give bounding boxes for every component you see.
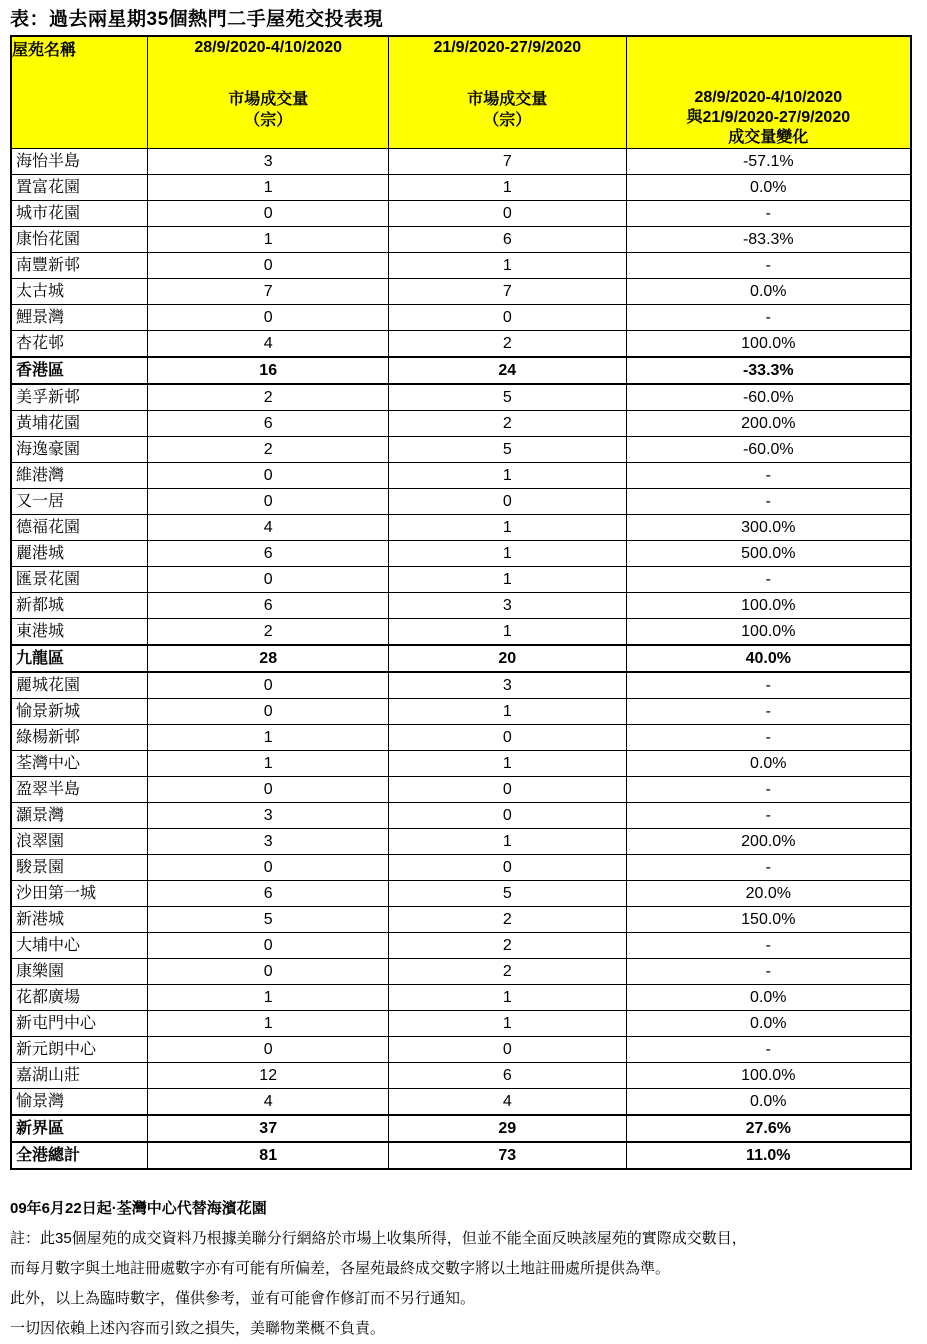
volume-previous-cell: 0 [389, 201, 627, 227]
table-row [11, 672, 911, 699]
estate-name-cell: 盈翠半島 [11, 777, 148, 803]
estate-name-cell: 大埔中心 [11, 933, 148, 959]
volume-previous-cell: 5 [389, 881, 627, 907]
estate-name-cell: 新都城 [11, 593, 148, 619]
estate-name-cell: 海怡半島 [11, 149, 148, 175]
volume-previous-cell: 1 [389, 699, 627, 725]
estate-name-cell: 新港城 [11, 907, 148, 933]
table-row [11, 1063, 911, 1089]
estate-name-cell: 康樂園 [11, 959, 148, 985]
change-cell: 0.0% [626, 175, 911, 201]
volume-previous-cell: 0 [389, 803, 627, 829]
footer-note-3: 此外，以上為臨時數字，僅供參考，並有可能會作修訂而不另行通知。 [10, 1290, 476, 1307]
volume-previous-cell: 5 [389, 437, 627, 463]
table-row [11, 907, 911, 933]
change-cell: - [626, 1037, 911, 1063]
table-row [11, 751, 911, 777]
volume-current-cell: 0 [148, 1037, 389, 1063]
volume-previous-cell: 24 [389, 357, 627, 384]
volume-current-cell: 1 [148, 751, 389, 777]
change-cell: -33.3% [626, 357, 911, 384]
change-cell: -57.1% [626, 149, 911, 175]
volume-previous-cell: 2 [389, 959, 627, 985]
change-cell: - [626, 672, 911, 699]
volume-previous-cell: 1 [389, 567, 627, 593]
volume-current-cell: 0 [148, 933, 389, 959]
volume-current-cell: 2 [148, 384, 389, 411]
volume-current-cell: 3 [148, 149, 389, 175]
summary-row [11, 645, 911, 672]
estate-name-cell: 綠楊新邨 [11, 725, 148, 751]
footer-notes [10, 1194, 927, 1344]
volume-current-cell: 3 [148, 829, 389, 855]
volume-previous-cell: 5 [389, 384, 627, 411]
table-row [11, 855, 911, 881]
estate-name-cell: 香港區 [11, 357, 148, 384]
current-period-dates: 28/9/2020-4/10/2020 [194, 39, 343, 56]
volume-current-cell: 1 [148, 725, 389, 751]
volume-previous-cell: 3 [389, 672, 627, 699]
volume-current-cell: 1 [148, 1011, 389, 1037]
volume-current-cell: 0 [148, 567, 389, 593]
volume-current-cell: 0 [148, 489, 389, 515]
change-cell: - [626, 777, 911, 803]
estate-name-cell: 置富花園 [11, 175, 148, 201]
volume-current-cell: 3 [148, 803, 389, 829]
volume-previous-cell: 0 [389, 855, 627, 881]
table-row [11, 279, 911, 305]
table-row [11, 463, 911, 489]
change-cell: -60.0% [626, 437, 911, 463]
page-title: 表：過去兩星期35個熱門二手屋苑交投表現 [10, 9, 384, 30]
header-estate-name: 屋苑名稱 [11, 36, 148, 149]
summary-row [11, 357, 911, 384]
change-cell: - [626, 567, 911, 593]
transactions-table [10, 35, 912, 1170]
volume-previous-cell: 2 [389, 411, 627, 437]
change-cell: 100.0% [626, 593, 911, 619]
table-row [11, 411, 911, 437]
table-row [11, 1037, 911, 1063]
volume-current-cell: 6 [148, 881, 389, 907]
footer-note-4: 一切因依賴上述內容而引致之損失，美聯物業概不負責。 [10, 1320, 386, 1337]
table-row [11, 201, 911, 227]
table-row [11, 175, 911, 201]
table-body [11, 149, 911, 1170]
volume-previous-cell: 1 [389, 541, 627, 567]
footer-note-2: 而每月數字與土地註冊處數字亦有可能有所偏差，各屋苑最終成交數字將以土地註冊處所提供為準。 [10, 1260, 671, 1277]
volume-previous-cell: 2 [389, 933, 627, 959]
volume-previous-cell: 0 [389, 1037, 627, 1063]
volume-current-cell: 0 [148, 672, 389, 699]
volume-current-cell: 0 [148, 201, 389, 227]
change-cell: 100.0% [626, 331, 911, 358]
estate-name-cell: 黃埔花園 [11, 411, 148, 437]
estate-name-cell: 又一居 [11, 489, 148, 515]
table-row [11, 253, 911, 279]
change-cell: 500.0% [626, 541, 911, 567]
volume-previous-cell: 2 [389, 331, 627, 358]
table-row [11, 331, 911, 358]
change-cell: 0.0% [626, 1089, 911, 1116]
change-cell: - [626, 855, 911, 881]
change-header-line3: 成交量變化 [728, 129, 809, 146]
volume-previous-cell: 6 [389, 227, 627, 253]
current-period-unit: （宗） [244, 112, 293, 129]
volume-current-cell: 6 [148, 411, 389, 437]
previous-period-unit: （宗） [483, 112, 532, 129]
estate-name-cell: 海逸豪園 [11, 437, 148, 463]
footer-bold-line: 09年6月22日起·荃灣中心代替海濱花園 [10, 1200, 267, 1217]
volume-previous-cell: 2 [389, 907, 627, 933]
table-row [11, 305, 911, 331]
table-row [11, 437, 911, 463]
change-cell: - [626, 253, 911, 279]
volume-current-cell: 4 [148, 515, 389, 541]
estate-name-cell: 全港總計 [11, 1142, 148, 1169]
volume-current-cell: 4 [148, 331, 389, 358]
estate-name-cell: 嘉湖山莊 [11, 1063, 148, 1089]
table-row [11, 619, 911, 646]
volume-previous-cell: 1 [389, 253, 627, 279]
volume-previous-cell: 6 [389, 1063, 627, 1089]
volume-previous-cell: 1 [389, 515, 627, 541]
table-row [11, 959, 911, 985]
change-cell: 27.6% [626, 1115, 911, 1142]
change-cell: - [626, 201, 911, 227]
change-cell: - [626, 489, 911, 515]
estate-name-cell: 新元朗中心 [11, 1037, 148, 1063]
estate-name-cell: 沙田第一城 [11, 881, 148, 907]
estate-name-cell: 九龍區 [11, 645, 148, 672]
change-cell: 200.0% [626, 411, 911, 437]
volume-current-cell: 0 [148, 699, 389, 725]
volume-current-cell: 2 [148, 619, 389, 646]
table-row [11, 541, 911, 567]
volume-previous-cell: 7 [389, 149, 627, 175]
change-cell: - [626, 803, 911, 829]
estate-name-cell: 灝景灣 [11, 803, 148, 829]
volume-previous-cell: 73 [389, 1142, 627, 1169]
footer-note-1: 註：此35個屋苑的成交資料乃根據美聯分行網絡於市場上收集所得，但並不能全面反映該屋苑的實際成交數目， [10, 1230, 747, 1247]
change-cell: - [626, 959, 911, 985]
table-row [11, 829, 911, 855]
estate-name-cell: 城市花園 [11, 201, 148, 227]
volume-previous-cell: 7 [389, 279, 627, 305]
table-row [11, 567, 911, 593]
header-change [626, 36, 911, 149]
change-cell: 0.0% [626, 279, 911, 305]
volume-current-cell: 0 [148, 305, 389, 331]
current-period-label: 市場成交量 [228, 91, 309, 108]
volume-current-cell: 1 [148, 227, 389, 253]
estate-name-cell: 新屯門中心 [11, 1011, 148, 1037]
table-row [11, 725, 911, 751]
volume-current-cell: 81 [148, 1142, 389, 1169]
volume-current-cell: 6 [148, 541, 389, 567]
volume-previous-cell: 4 [389, 1089, 627, 1116]
estate-name-cell: 新界區 [11, 1115, 148, 1142]
volume-current-cell: 37 [148, 1115, 389, 1142]
volume-current-cell: 28 [148, 645, 389, 672]
change-cell: - [626, 699, 911, 725]
estate-name-cell: 康怡花園 [11, 227, 148, 253]
change-cell: - [626, 305, 911, 331]
volume-previous-cell: 0 [389, 777, 627, 803]
table-row [11, 699, 911, 725]
table-row [11, 489, 911, 515]
volume-previous-cell: 20 [389, 645, 627, 672]
table-header [11, 36, 911, 149]
estate-name-cell: 鯉景灣 [11, 305, 148, 331]
volume-current-cell: 1 [148, 985, 389, 1011]
volume-previous-cell: 0 [389, 725, 627, 751]
table-row [11, 777, 911, 803]
volume-current-cell: 2 [148, 437, 389, 463]
volume-current-cell: 4 [148, 1089, 389, 1116]
volume-current-cell: 0 [148, 855, 389, 881]
header-current-period [148, 36, 389, 149]
table-row [11, 985, 911, 1011]
table-row [11, 227, 911, 253]
volume-current-cell: 0 [148, 253, 389, 279]
change-cell: 0.0% [626, 751, 911, 777]
volume-current-cell: 0 [148, 777, 389, 803]
estate-name-cell: 杏花邨 [11, 331, 148, 358]
table-row [11, 1089, 911, 1116]
estate-name-cell: 駿景園 [11, 855, 148, 881]
estate-name-cell: 荃灣中心 [11, 751, 148, 777]
table-row [11, 933, 911, 959]
volume-current-cell: 0 [148, 463, 389, 489]
volume-previous-cell: 1 [389, 619, 627, 646]
estate-name-cell: 愉景灣 [11, 1089, 148, 1116]
summary-row [11, 1115, 911, 1142]
estate-name-cell: 南豐新邨 [11, 253, 148, 279]
volume-current-cell: 6 [148, 593, 389, 619]
table-row [11, 593, 911, 619]
estate-name-cell: 美孚新邨 [11, 384, 148, 411]
volume-previous-cell: 1 [389, 463, 627, 489]
volume-current-cell: 7 [148, 279, 389, 305]
volume-previous-cell: 0 [389, 489, 627, 515]
estate-name-cell: 維港灣 [11, 463, 148, 489]
change-cell: 100.0% [626, 1063, 911, 1089]
change-header-line2: 與21/9/2020-27/9/2020 [686, 109, 851, 126]
change-cell: 0.0% [626, 985, 911, 1011]
estate-name-cell: 花都廣場 [11, 985, 148, 1011]
volume-previous-cell: 1 [389, 751, 627, 777]
estate-name-cell: 匯景花園 [11, 567, 148, 593]
change-cell: 40.0% [626, 645, 911, 672]
change-cell: - [626, 463, 911, 489]
table-row [11, 384, 911, 411]
estate-name-cell: 太古城 [11, 279, 148, 305]
table-row [11, 149, 911, 175]
estate-name-cell: 麗城花園 [11, 672, 148, 699]
change-cell: 200.0% [626, 829, 911, 855]
volume-previous-cell: 29 [389, 1115, 627, 1142]
change-cell: 300.0% [626, 515, 911, 541]
table-row [11, 515, 911, 541]
change-cell: -83.3% [626, 227, 911, 253]
change-cell: 11.0% [626, 1142, 911, 1169]
estate-name-cell: 浪翠園 [11, 829, 148, 855]
change-cell: 150.0% [626, 907, 911, 933]
volume-current-cell: 0 [148, 959, 389, 985]
estate-name-cell: 東港城 [11, 619, 148, 646]
table-row [11, 881, 911, 907]
volume-previous-cell: 0 [389, 305, 627, 331]
change-header-line1: 28/9/2020-4/10/2020 [694, 89, 843, 106]
estate-name-cell: 愉景新城 [11, 699, 148, 725]
volume-current-cell: 12 [148, 1063, 389, 1089]
table-row [11, 803, 911, 829]
volume-current-cell: 16 [148, 357, 389, 384]
estate-name-cell: 德福花園 [11, 515, 148, 541]
change-cell: - [626, 933, 911, 959]
summary-row [11, 1142, 911, 1169]
volume-previous-cell: 1 [389, 829, 627, 855]
change-cell: - [626, 725, 911, 751]
volume-previous-cell: 1 [389, 1011, 627, 1037]
previous-period-dates: 21/9/2020-27/9/2020 [433, 39, 582, 56]
volume-previous-cell: 1 [389, 175, 627, 201]
change-cell: 100.0% [626, 619, 911, 646]
change-cell: -60.0% [626, 384, 911, 411]
change-cell: 20.0% [626, 881, 911, 907]
previous-period-label: 市場成交量 [467, 91, 548, 108]
volume-current-cell: 5 [148, 907, 389, 933]
volume-current-cell: 1 [148, 175, 389, 201]
header-previous-period [389, 36, 627, 149]
estate-name-cell: 麗港城 [11, 541, 148, 567]
table-row [11, 1011, 911, 1037]
change-cell: 0.0% [626, 1011, 911, 1037]
volume-previous-cell: 1 [389, 985, 627, 1011]
volume-previous-cell: 3 [389, 593, 627, 619]
